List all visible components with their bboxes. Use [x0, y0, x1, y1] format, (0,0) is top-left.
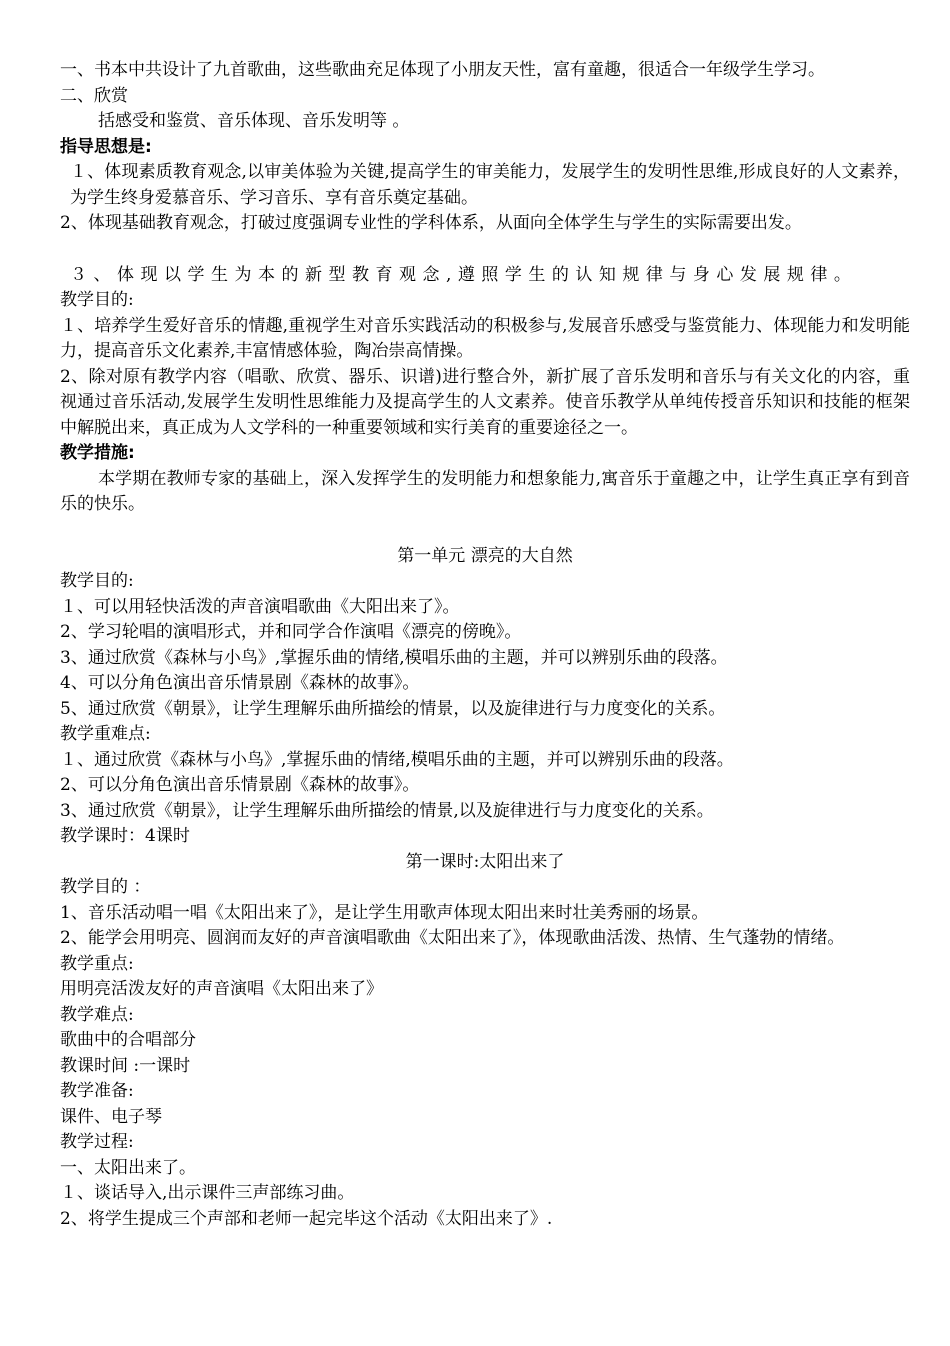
intro-appreciation-body: 括感受和鉴赏、音乐体现、音乐发明等 。 [98, 111, 410, 131]
unit1-goal-1: １、可以用轻快活泼的声音演唱歌曲《大阳出来了》。 [60, 596, 460, 617]
intro-heading-appreciation: 二、欣赏 [60, 85, 128, 106]
spacer [60, 518, 910, 544]
guiding-item-2: 2、体现基础教育观念，打破过度强调专业性的学科体系，从面向全体学生与学生的实际需要出发。 [60, 213, 802, 233]
unit1-title: 第一单元 漂亮的大自然 [397, 545, 573, 566]
lesson1-focus-heading: 教学重点: [60, 953, 134, 974]
unit1-goal-2: 2、学习轮唱的演唱形式，并和同学合作演唱《漂亮的傍晚》。 [60, 622, 522, 642]
guiding-heading: 指导思想是: [60, 136, 152, 157]
measures-heading: 教学措施: [60, 443, 135, 463]
goals-heading: 教学目的: [60, 290, 134, 310]
lesson1-prep: 课件、电子琴 [60, 1106, 162, 1127]
lesson1-title: 第一课时:太阳出来了 [405, 851, 565, 872]
unit1-key-3: 3、通过欣赏《朝景》，让学生理解乐曲所描绘的情景,以及旋律进行与力度变化的关系。 [60, 800, 714, 821]
unit1-hours: 教学课时：4课时 [60, 826, 190, 846]
unit1-key-heading: 教学重难点: [60, 724, 151, 744]
lesson1-process-heading: 教学过程: [60, 1132, 134, 1152]
lesson1-difficulty-heading: 教学难点: [60, 1004, 134, 1025]
lesson1-process-1: １、谈话导入,出示课件三声部练习曲。 [60, 1183, 355, 1203]
unit1-key-2: 2、可以分角色演出音乐情景剧《森林的故事》。 [60, 775, 420, 795]
unit1-key-1: １、通过欣赏《森林与小鸟》,掌握乐曲的情绪,模唱乐曲的主题，并可以辨别乐曲的段落。 [60, 749, 734, 770]
lesson1-goal-1: 1、音乐活动唱一唱《太阳出来了》，是让学生用歌声体现太阳出来时壮美秀丽的场景。 [60, 902, 709, 923]
unit1-goal-4: 4、可以分角色演出音乐情景剧《森林的故事》。 [60, 673, 420, 693]
intro-paragraph-1: 一、书本中共设计了九首歌曲，这些歌曲充足体现了小朋友天性，富有童趣，很适合一年级学生学习。 [60, 60, 825, 80]
guiding-item-3: ３、体现以学生为本的新型教育观念,遵照学生的认知规律与身心发展规律。 [70, 264, 858, 285]
guiding-item-1: １、体现素质教育观念,以审美体验为关键,提高学生的审美能力，发展学生的发明性思维,形成良好的人文素养，为学生终身爱慕音乐、学习音乐、享有音乐奠定基础。 [70, 162, 910, 208]
goals-item-1: １、培养学生爱好音乐的情趣,重视学生对音乐实践活动的积极参与,发展音乐感受与鉴赏能力、体现能力和发明能力，提高音乐文化素养,丰富情感体验，陶冶崇高情操。 [60, 315, 910, 361]
lesson1-focus: 用明亮活泼友好的声音演唱《太阳出来了》 [60, 979, 383, 999]
lesson1-difficulty: 歌曲中的合唱部分 [60, 1030, 196, 1050]
spacer [60, 237, 910, 263]
lesson1-process-2: 2、将学生提成三个声部和老师一起完毕这个活动《太阳出来了》. [60, 1208, 553, 1229]
document-page [60, 58, 910, 1232]
unit1-goal-3: 3、通过欣赏《森林与小鸟》,掌握乐曲的情绪,模唱乐曲的主题，并可以辨别乐曲的段落。 [60, 647, 728, 668]
unit1-goal-5: 5、通过欣赏《朝景》，让学生理解乐曲所描绘的情景，以及旋律进行与力度变化的关系。 [60, 698, 726, 719]
lesson1-process-sub: 一、太阳出来了。 [60, 1157, 196, 1178]
lesson1-goals-heading: 教学目的 ： [60, 877, 151, 897]
measures-body: 本学期在教师专家的基础上，深入发挥学生的发明能力和想象能力,寓音乐于童趣之中，让学生真正享有到音乐的快乐。 [60, 468, 910, 514]
unit1-goals-heading: 教学目的: [60, 571, 134, 591]
lesson1-time: 教课时间 :一课时 [60, 1055, 191, 1076]
lesson1-goal-2: 2、能学会用明亮、圆润而友好的声音演唱歌曲《太阳出来了》，体现歌曲活泼、热情、生气蓬勃的情绪。 [60, 928, 845, 948]
lesson1-prep-heading: 教学准备: [60, 1081, 134, 1101]
goals-item-2: 2、除对原有教学内容（唱歌、欣赏、器乐、识谱)进行整合外，新扩展了音乐发明和音乐与有关文化的内容，重视通过音乐活动,发展学生发明性思维能力及提高学生的人文素养。使音乐教学从单纯传授音乐知识和技能的框架中解脱出来，真正成为人文学科的一种重要领域和实行美育的重要途径之一。 [60, 366, 910, 438]
